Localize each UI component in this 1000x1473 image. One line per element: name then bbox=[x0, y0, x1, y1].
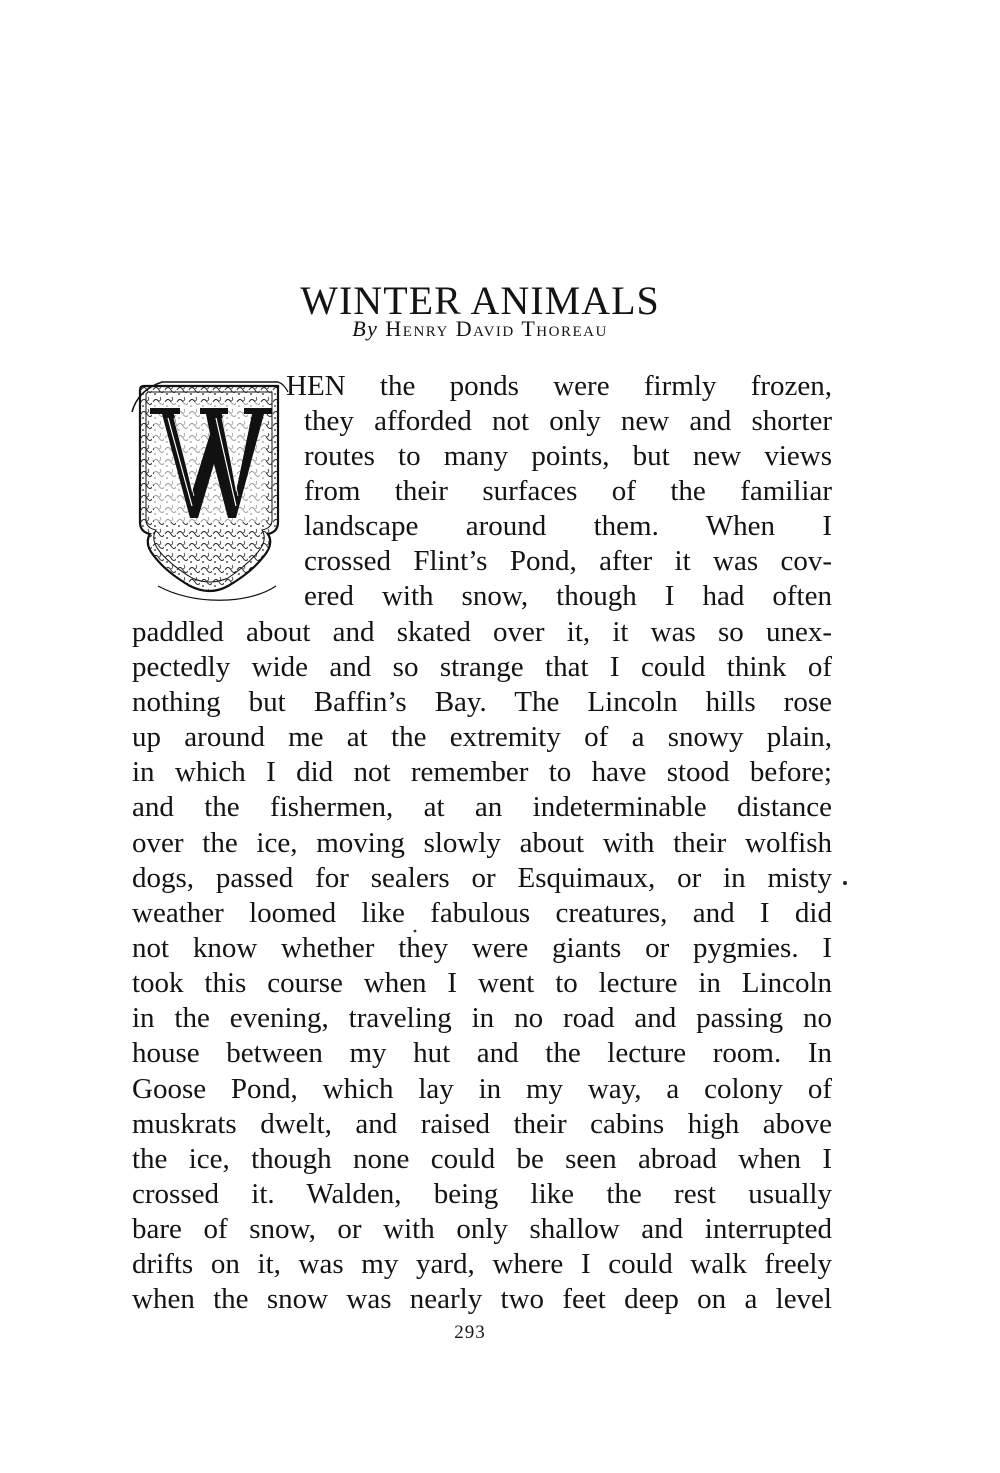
byline-author: Henry David Thoreau bbox=[385, 316, 608, 341]
text-line: nothing but Baffin’s Bay. The Lincoln hills rose bbox=[132, 686, 832, 718]
print-speck bbox=[413, 929, 417, 933]
text-line: they afforded not only new and shorter bbox=[304, 405, 832, 437]
text-line: bare of snow, or with only shallow and interrupted bbox=[132, 1213, 832, 1245]
text-line: ered with snow, though I had often bbox=[304, 580, 832, 612]
text-line: crossed Flint’s Pond, after it was cov- bbox=[304, 545, 832, 577]
drop-cap-w bbox=[128, 372, 290, 610]
text-line: crossed it. Walden, being like the rest usually bbox=[132, 1178, 832, 1210]
text-line: in which I did not remember to have stood before; bbox=[132, 756, 832, 788]
text-line: drifts on it, was my yard, where I could walk freely bbox=[132, 1248, 832, 1280]
text-line: weather loomed like fabulous creatures, and I did bbox=[132, 897, 832, 929]
chapter-title: WINTER ANIMALS bbox=[300, 277, 660, 323]
text-line: up around me at the extremity of a snowy plain, bbox=[132, 721, 832, 753]
text-line: muskrats dwelt, and raised their cabins high above bbox=[132, 1108, 832, 1140]
text-line: pectedly wide and so strange that I could think of bbox=[132, 651, 832, 683]
text-line: HEN the ponds were firmly frozen, bbox=[286, 370, 832, 402]
text-line: when the snow was nearly two feet deep on a level bbox=[132, 1283, 832, 1315]
text-line: and the fishermen, at an indeterminable distance bbox=[132, 791, 832, 823]
text-line: routes to many points, but new views bbox=[304, 440, 832, 472]
margin-mark-dot bbox=[842, 880, 848, 886]
byline-by: By bbox=[352, 316, 379, 341]
text-line: in the evening, traveling in no road and passing no bbox=[132, 1002, 832, 1034]
text-line: landscape around them. When I bbox=[304, 510, 832, 542]
byline bbox=[0, 316, 960, 342]
text-line: not know whether they were giants or pygmies. I bbox=[132, 932, 832, 964]
text-line: dogs, passed for sealers or Esquimaux, or in misty bbox=[132, 862, 832, 894]
text-line: took this course when I went to lecture in Lincoln bbox=[132, 967, 832, 999]
text-line: the ice, though none could be seen abroad when I bbox=[132, 1143, 832, 1175]
text-line: house between my hut and the lecture room. In bbox=[132, 1037, 832, 1069]
text-line: from their surfaces of the familiar bbox=[304, 475, 832, 507]
text-line: Goose Pond, which lay in my way, a colony of bbox=[132, 1073, 832, 1105]
page-number: 293 bbox=[454, 1322, 486, 1343]
text-line: paddled about and skated over it, it was so unex- bbox=[132, 616, 832, 648]
text-line: over the ice, moving slowly about with their wolfish bbox=[132, 827, 832, 859]
